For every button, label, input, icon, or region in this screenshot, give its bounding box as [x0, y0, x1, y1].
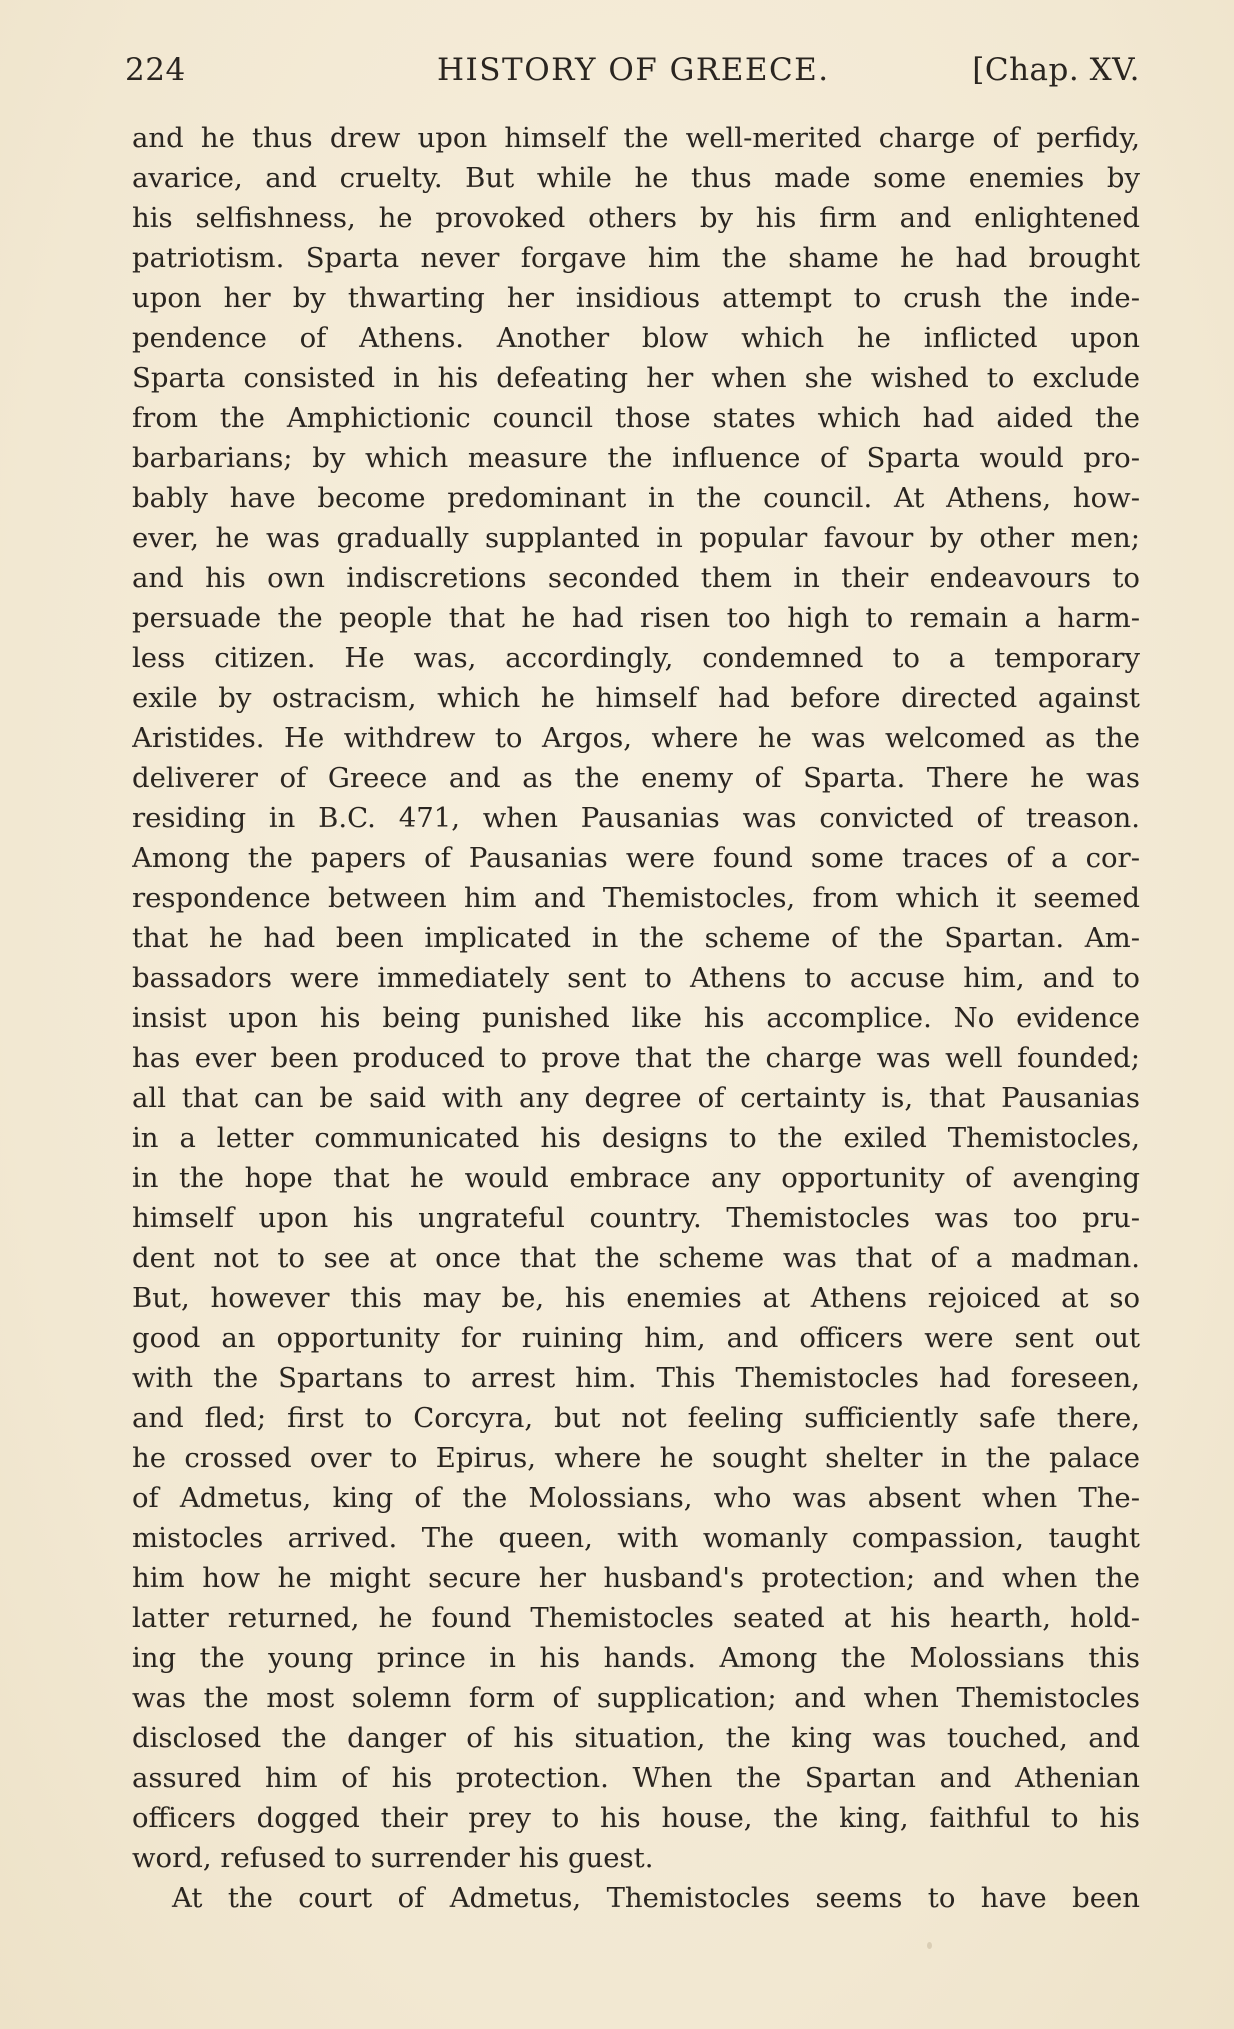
text-line: was the most solemn form of supplication; and when Themistocles: [132, 1682, 1140, 1714]
text-line: ing the young prince in his hands. Among the Molossians this: [132, 1642, 1140, 1674]
text-line: At the court of Admetus, Themistocles seems to have been: [172, 1882, 1140, 1914]
text-line: assured him of his protection. When the Spartan and Athenian: [132, 1762, 1140, 1794]
text-line: Aristides. He withdrew to Argos, where he was welcomed as the: [132, 722, 1140, 754]
body-text: [132, 118, 1140, 1918]
text-line: latter returned, he found Themistocles seated at his hearth, hold-: [132, 1602, 1140, 1634]
text-line: dent not to see at once that the scheme was that of a madman.: [132, 1242, 1140, 1274]
text-line: less citizen. He was, accordingly, condemned to a temporary: [132, 642, 1140, 674]
page-number: 224: [125, 52, 186, 88]
text-line: bably have become predominant in the council. At Athens, how-: [132, 482, 1140, 514]
text-line: But, however this may be, his enemies at Athens rejoiced at so: [132, 1282, 1140, 1314]
text-line: himself upon his ungrateful country. Themistocles was too pru-: [132, 1202, 1140, 1234]
text-line: word, refused to surrender his guest.: [132, 1842, 654, 1874]
text-line: his selfishness, he provoked others by his firm and enlightened: [132, 202, 1140, 234]
text-line: persuade the people that he had risen too high to remain a harm-: [132, 602, 1140, 634]
text-line: officers dogged their prey to his house, the king, faithful to his: [132, 1802, 1140, 1834]
paper-speck: [927, 1942, 932, 1949]
text-line: bassadors were immediately sent to Athens to accuse him, and to: [132, 962, 1140, 994]
text-line: patriotism. Sparta never forgave him the shame he had brought: [132, 242, 1140, 274]
text-line: barbarians; by which measure the influence of Sparta would pro-: [132, 442, 1140, 474]
text-line: pendence of Athens. Another blow which he inflicted upon: [132, 322, 1140, 354]
text-line: in the hope that he would embrace any opportunity of avenging: [132, 1162, 1140, 1194]
text-line: residing in B.C. 471, when Pausanias was convicted of treason.: [132, 802, 1140, 834]
text-line: deliverer of Greece and as the enemy of Sparta. There he was: [132, 762, 1140, 794]
text-line: insist upon his being punished like his accomplice. No evidence: [132, 1002, 1140, 1034]
text-line: disclosed the danger of his situation, the king was touched, and: [132, 1722, 1140, 1754]
text-line: in a letter communicated his designs to the exiled Themistocles,: [132, 1122, 1140, 1154]
page-header: [125, 52, 1140, 102]
text-line: and his own indiscretions seconded them in their endeavours to: [132, 562, 1140, 594]
text-line: that he had been implicated in the scheme of the Spartan. Am-: [132, 922, 1140, 954]
text-line: avarice, and cruelty. But while he thus made some enemies by: [132, 162, 1140, 194]
text-line: and he thus drew upon himself the well-merited charge of perfidy,: [132, 122, 1140, 154]
text-line: has ever been produced to prove that the charge was well founded;: [132, 1042, 1140, 1074]
text-line: mistocles arrived. The queen, with womanly compassion, taught: [132, 1522, 1140, 1554]
text-line: Among the papers of Pausanias were found some traces of a cor-: [132, 842, 1140, 874]
text-line: upon her by thwarting her insidious attempt to crush the inde-: [132, 282, 1140, 314]
text-line: him how he might secure her husband's protection; and when the: [132, 1562, 1140, 1594]
text-line: of Admetus, king of the Molossians, who was absent when The-: [132, 1482, 1140, 1514]
text-line: he crossed over to Epirus, where he sought shelter in the palace: [132, 1442, 1140, 1474]
text-line: ever, he was gradually supplanted in popular favour by other men;: [132, 522, 1140, 554]
running-title: HISTORY OF GREECE.: [437, 52, 830, 88]
text-line: respondence between him and Themistocles, from which it seemed: [132, 882, 1140, 914]
text-line: with the Spartans to arrest him. This Themistocles had foreseen,: [132, 1362, 1140, 1394]
text-line: exile by ostracism, which he himself had before directed against: [132, 682, 1140, 714]
text-line: all that can be said with any degree of certainty is, that Pausanias: [132, 1082, 1140, 1114]
text-line: from the Amphictionic council those states which had aided the: [132, 402, 1140, 434]
chapter-reference: [Chap. XV.: [972, 52, 1140, 88]
text-line: Sparta consisted in his defeating her when she wished to exclude: [132, 362, 1140, 394]
text-line: good an opportunity for ruining him, and officers were sent out: [132, 1322, 1140, 1354]
text-line: and fled; first to Corcyra, but not feeling sufficiently safe there,: [132, 1402, 1140, 1434]
